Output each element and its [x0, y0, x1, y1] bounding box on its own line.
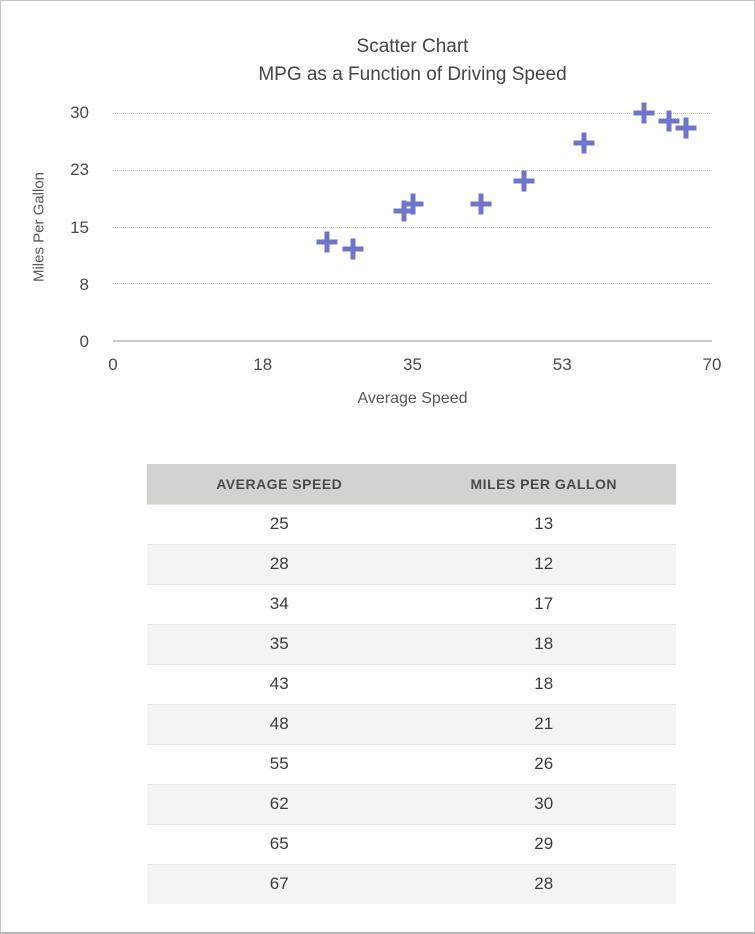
table-cell[interactable]: 25 [147, 504, 412, 544]
data-table[interactable] [147, 464, 676, 904]
table-cell[interactable]: 29 [412, 824, 677, 864]
table-cell[interactable]: 18 [412, 624, 677, 664]
table-cell[interactable]: 26 [412, 744, 677, 784]
table-row [147, 864, 676, 904]
table-body [147, 504, 676, 904]
gridline [113, 170, 712, 171]
table-cell[interactable]: 43 [147, 664, 412, 704]
data-point[interactable] [316, 231, 337, 252]
table-cell[interactable]: 55 [147, 744, 412, 784]
y-axis-title: Miles Per Gallon [30, 171, 48, 283]
x-tick-label: 70 [702, 355, 722, 374]
table-cell[interactable]: 34 [147, 584, 412, 624]
table-cell[interactable]: 17 [412, 584, 677, 624]
data-point[interactable] [676, 118, 697, 139]
y-tick-label: 0 [79, 332, 89, 351]
table-header [147, 464, 676, 504]
table-row [147, 624, 676, 664]
table-cell[interactable]: 21 [412, 704, 677, 744]
table-cell[interactable]: 30 [412, 784, 677, 824]
x-axis-title: Average Speed [357, 390, 468, 407]
data-point[interactable] [342, 239, 363, 260]
table-row [147, 784, 676, 824]
table-cell[interactable]: 28 [147, 544, 412, 584]
table-row [147, 664, 676, 704]
table-cell[interactable]: 18 [412, 664, 677, 704]
table-cell[interactable]: 28 [412, 864, 677, 904]
y-tick-label: 23 [70, 160, 89, 180]
table-row [147, 544, 676, 584]
gridline [113, 283, 712, 284]
table-header-row [147, 464, 676, 504]
table-row [147, 824, 676, 864]
table-row [147, 744, 676, 784]
chart-subtitle: MPG as a Function of Driving Speed [258, 64, 567, 85]
data-point[interactable] [402, 193, 423, 214]
scatter-chart[interactable] [1, 1, 755, 421]
data-point[interactable] [513, 171, 534, 192]
table-row [147, 504, 676, 544]
y-tick-label: 8 [79, 274, 89, 294]
x-axis-ticks [108, 353, 722, 377]
x-tick-label: 35 [403, 355, 422, 374]
gridline [113, 113, 712, 114]
gridline [113, 227, 712, 228]
y-tick-label: 30 [70, 103, 89, 122]
data-point[interactable] [470, 193, 491, 214]
data-point[interactable] [573, 133, 594, 154]
chart-title: Scatter Chart [356, 36, 469, 57]
x-tick-label: 53 [552, 355, 572, 374]
table-cell[interactable]: 35 [147, 624, 412, 664]
x-tick-label: 0 [108, 355, 118, 374]
y-tick-label: 15 [70, 217, 89, 237]
y-axis-ticks [1, 103, 89, 351]
header-cell-average-speed[interactable]: AVERAGE SPEED [147, 464, 412, 504]
table-row [147, 584, 676, 624]
x-tick-label: 18 [253, 355, 273, 374]
table-cell[interactable]: 48 [147, 704, 412, 744]
header-cell-miles-per-gallon[interactable]: MILES PER GALLON [412, 464, 677, 504]
table-cell[interactable]: 62 [147, 784, 412, 824]
table-cell[interactable]: 65 [147, 824, 412, 864]
data-point[interactable] [633, 103, 654, 124]
table-cell[interactable]: 67 [147, 864, 412, 904]
plot-area [113, 113, 712, 342]
table-cell[interactable]: 12 [412, 544, 677, 584]
table-cell[interactable]: 13 [412, 504, 677, 544]
table-row [147, 704, 676, 744]
